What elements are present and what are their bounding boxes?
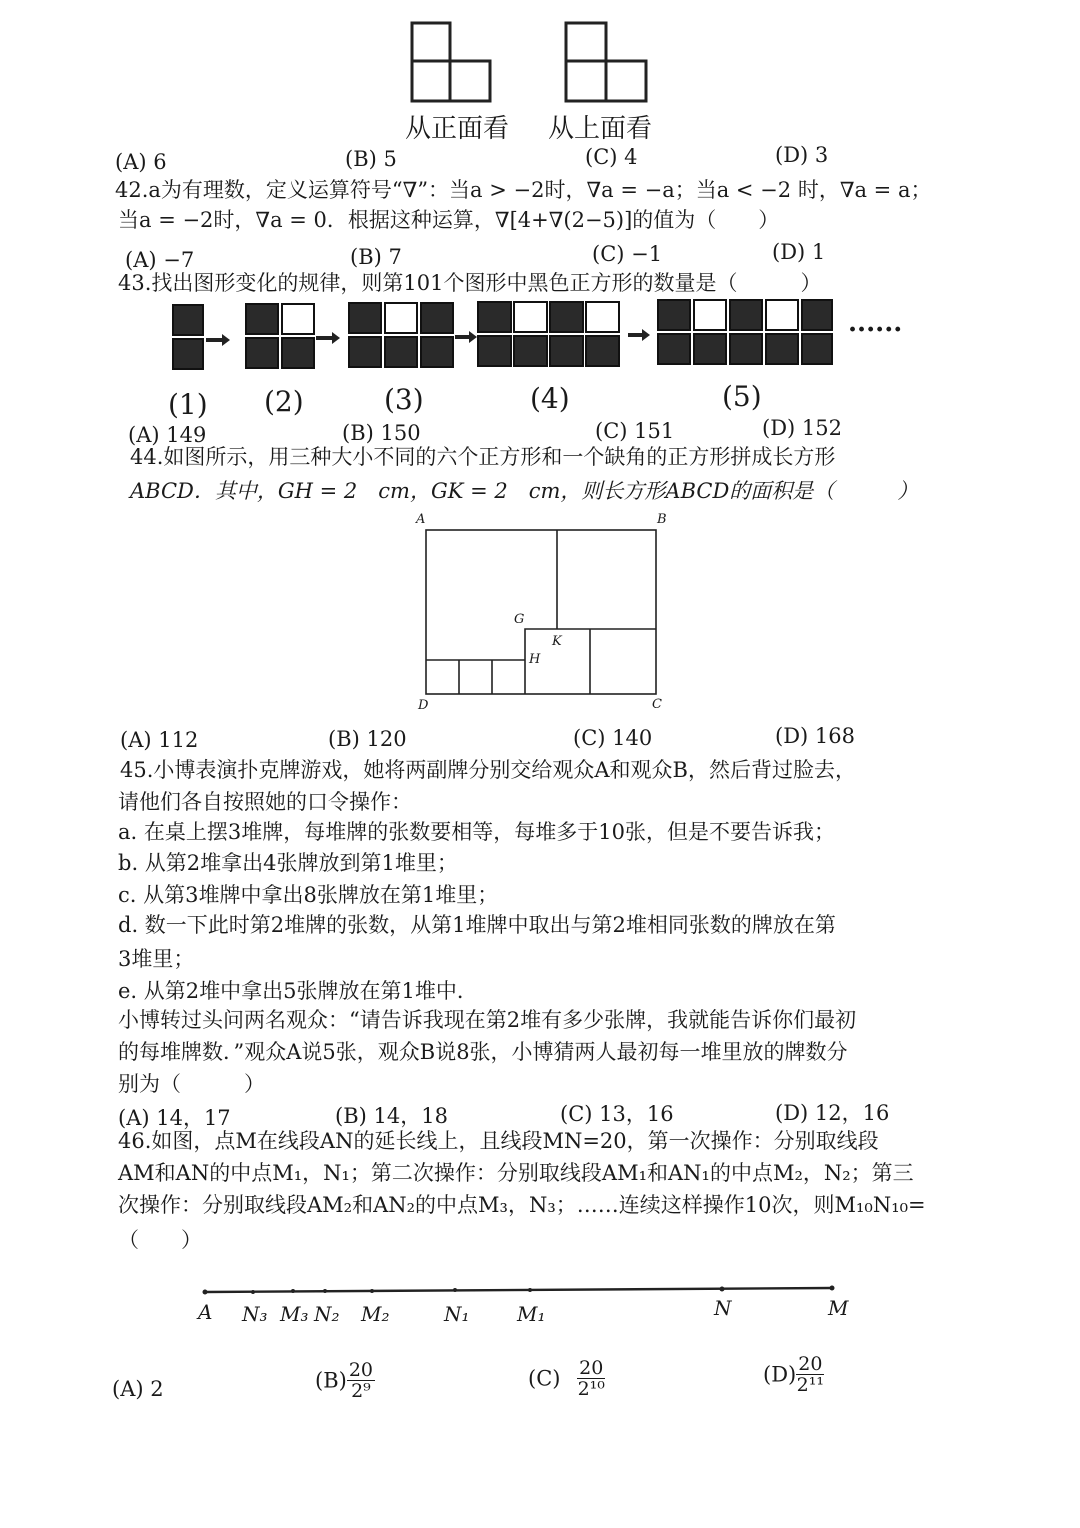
top-view-square — [566, 61, 606, 101]
black-square — [550, 336, 583, 366]
q43-figure-label-5: (5) — [722, 380, 762, 413]
q45-step-a: a. 在桌上摆3堆牌，每堆牌的张数要相等，每堆多于10张，但是不要告诉我； — [118, 820, 835, 844]
white-square — [282, 304, 314, 334]
fraction-numerator: 20 — [348, 1359, 374, 1381]
point-n1 — [453, 1288, 457, 1292]
q46-label-n: N — [714, 1296, 732, 1320]
top-view-square — [566, 23, 606, 61]
q44-option-c[interactable]: (C) 140 — [573, 726, 653, 750]
q45-option-b[interactable]: (B) 14，18 — [335, 1104, 448, 1128]
q45-option-d[interactable]: (D) 12，16 — [775, 1101, 890, 1125]
q43-option-c[interactable]: (C) 151 — [595, 419, 675, 443]
q46-stem-line3: 次操作：分别取线段AM₂和AN₂的中点M₃，N₃；……连续这样操作10次，则M₁₀N₁₀= — [118, 1193, 926, 1217]
q42-stem-line1: 42.a为有理数，定义运算符号“∇”：当a > −2时，∇a = −a；当a < −2 时，∇a = a； — [115, 178, 932, 202]
q46-label-n2: N₂ — [314, 1302, 340, 1326]
arrow-right-icon — [316, 332, 340, 344]
q46-option-a[interactable]: (A) 2 — [112, 1377, 164, 1401]
point-m3 — [291, 1289, 295, 1293]
black-square — [421, 337, 453, 367]
black-square — [385, 337, 417, 367]
black-square — [802, 334, 832, 364]
black-square — [246, 338, 278, 368]
black-square — [246, 304, 278, 334]
point-n — [720, 1287, 725, 1292]
option-d-prefix: (D) — [763, 1362, 797, 1387]
front-view-caption: 从正面看 — [405, 114, 510, 144]
white-square — [694, 300, 726, 330]
black-square — [658, 300, 690, 330]
q45-step-b: b. 从第2堆拿出4张牌放到第1堆里； — [118, 851, 458, 875]
q41-option-d[interactable]: (D) 3 — [775, 143, 829, 167]
point-m — [830, 1286, 835, 1291]
fraction-b — [347, 1360, 375, 1401]
point-label-b: B — [657, 512, 667, 527]
point-label-d: D — [418, 698, 429, 713]
q44-option-b[interactable]: (B) 120 — [328, 727, 407, 751]
point-label-c: C — [652, 697, 662, 712]
q44-stem-line2: ABCD．其中，GH = 2 cm，GK = 2 cm，则长方形ABCD的面积是（ ） — [130, 479, 919, 503]
q43-option-b[interactable]: (B) 150 — [342, 421, 421, 445]
q46-stem-line1: 46.如图，点M在线段AN的延长线上，且线段MN=20，第一次操作：分别取线段 — [118, 1129, 879, 1153]
q46-stem-line4: （ ） — [118, 1228, 202, 1252]
fraction-denominator: 2⁹ — [351, 1380, 371, 1402]
q43-option-a[interactable]: (A) 149 — [128, 423, 207, 447]
top-view-caption: 从上面看 — [548, 114, 653, 144]
q46-label-m: M — [828, 1296, 849, 1320]
q41-option-b[interactable]: (B) 5 — [345, 147, 397, 171]
q42-option-d[interactable]: (D) 1 — [772, 240, 826, 264]
arrow-right-icon — [206, 334, 230, 346]
white-square — [514, 302, 547, 332]
fraction-numerator: 20 — [798, 1353, 823, 1375]
black-square — [658, 334, 690, 364]
option-c-prefix: (C) — [528, 1366, 561, 1391]
q42-option-b[interactable]: (B) 7 — [350, 245, 402, 269]
black-square — [586, 336, 619, 366]
black-square — [478, 336, 511, 366]
q45-stem-line2: 请他们各自按照她的口令操作： — [118, 790, 412, 814]
q46-option-b[interactable] — [315, 1360, 375, 1401]
q43-pattern-figure — [0, 295, 1080, 385]
q44-option-d[interactable]: (D) 168 — [775, 724, 855, 748]
black-square — [514, 336, 547, 366]
q43-option-d[interactable]: (D) 152 — [762, 416, 842, 440]
q42-option-a[interactable]: (A) −7 — [125, 248, 195, 272]
black-square — [730, 334, 762, 364]
point-n2 — [323, 1289, 327, 1293]
arrow-right-icon — [455, 331, 477, 343]
point-label-k: K — [552, 634, 562, 649]
fraction-d — [796, 1354, 824, 1395]
black-square — [173, 305, 203, 335]
q46-label-m1: M₁ — [517, 1302, 546, 1326]
black-square — [173, 339, 203, 369]
option-b-prefix: (B) — [315, 1368, 347, 1393]
fraction-denominator: 2¹¹ — [796, 1374, 824, 1396]
point-m2 — [370, 1289, 374, 1293]
q43-figure-label-2: (2) — [264, 385, 304, 418]
white-square — [586, 302, 619, 332]
point-a — [203, 1290, 208, 1295]
q43-figure-label-1: (1) — [168, 388, 208, 421]
point-label-g: G — [514, 612, 525, 627]
arrow-right-icon — [628, 329, 650, 341]
black-square — [349, 303, 381, 333]
q41-option-c[interactable]: (C) 4 — [585, 145, 638, 169]
top-view-square — [606, 61, 646, 101]
q46-stem-line2: AM和AN的中点M₁，N₁；第二次操作：分别取线段AM₁和AN₁的中点M₂，N₂；第三 — [118, 1161, 914, 1185]
black-square — [802, 300, 832, 330]
white-square — [766, 300, 798, 330]
q45-para-line2: 的每堆牌数．”观众A说5张，观众B说8张，小博猜两人最初每一堆里放的牌数分 — [118, 1040, 848, 1064]
q45-step-c: c. 从第3堆牌中拿出8张牌放在第1堆里； — [118, 883, 499, 907]
q43-ellipsis: ······ — [848, 315, 903, 345]
fraction-numerator: 20 — [579, 1357, 604, 1379]
q46-option-d[interactable] — [763, 1354, 824, 1395]
fraction-denominator: 2¹⁰ — [577, 1378, 605, 1400]
q43-figure-label-4: (4) — [530, 382, 570, 415]
q41-option-a[interactable]: (A) 6 — [115, 150, 167, 174]
q46-label-n3: N₃ — [242, 1302, 268, 1326]
q44-rectangle-figure — [0, 510, 1080, 710]
q44-option-a[interactable]: (A) 112 — [120, 728, 199, 752]
rectangle-abcd — [426, 530, 656, 694]
q45-step-e: e. 从第2堆中拿出5张牌放在第1堆中． — [118, 979, 478, 1003]
q45-para-line1: 小博转过头问两名观众：“请告诉我现在第2堆有多少张牌，我就能告诉你们最初 — [118, 1008, 857, 1032]
q43-figure-label-3: (3) — [384, 383, 424, 416]
q46-option-c[interactable] — [528, 1358, 605, 1399]
q42-option-c[interactable]: (C) −1 — [592, 242, 663, 266]
point-m1 — [528, 1288, 532, 1292]
fraction-c — [577, 1358, 605, 1399]
white-square — [385, 303, 417, 333]
black-square — [478, 302, 511, 332]
q46-label-m2: M₂ — [361, 1302, 390, 1326]
black-square — [550, 302, 583, 332]
front-view-square — [450, 61, 490, 101]
q42-stem-line2: 当a = −2时，∇a = 0．根据这种运算，∇[4+∇(2−5)]的值为（ ） — [118, 208, 780, 232]
black-square — [766, 334, 798, 364]
black-square — [282, 338, 314, 368]
q45-para-line3: 别为（ ） — [118, 1072, 265, 1096]
point-n3 — [251, 1290, 255, 1294]
black-square — [730, 300, 762, 330]
black-square — [421, 303, 453, 333]
point-label-a: A — [416, 512, 426, 527]
black-square — [349, 337, 381, 367]
q45-option-a[interactable]: (A) 14，17 — [118, 1106, 231, 1130]
q45-option-c[interactable]: (C) 13，16 — [560, 1102, 674, 1126]
q46-label-n1: N₁ — [444, 1302, 470, 1326]
q46-label-m3: M₃ — [280, 1302, 309, 1326]
q41-view-figures — [0, 15, 1080, 125]
q43-stem: 43.找出图形变化的规律，则第101个图形中黑色正方形的数量是（ ） — [118, 271, 822, 295]
segment-am — [205, 1288, 832, 1292]
q45-step-d-line2: 3堆里； — [118, 947, 195, 971]
q46-label-a: A — [198, 1300, 213, 1324]
point-label-h: H — [529, 652, 541, 667]
q45-step-d-line1: d. 数一下此时第2堆牌的张数，从第1堆牌中取出与第2堆相同张数的牌放在第 — [118, 913, 836, 937]
q44-stem-line1: 44.如图所示，用三种大小不同的六个正方形和一个缺角的正方形拼成长方形 — [130, 445, 836, 469]
black-square — [694, 334, 726, 364]
front-view-square — [412, 23, 450, 61]
front-view-square — [412, 61, 450, 101]
q45-stem-line1: 45.小博表演扑克牌游戏，她将两副牌分别交给观众A和观众B，然后背过脸去， — [120, 758, 856, 782]
